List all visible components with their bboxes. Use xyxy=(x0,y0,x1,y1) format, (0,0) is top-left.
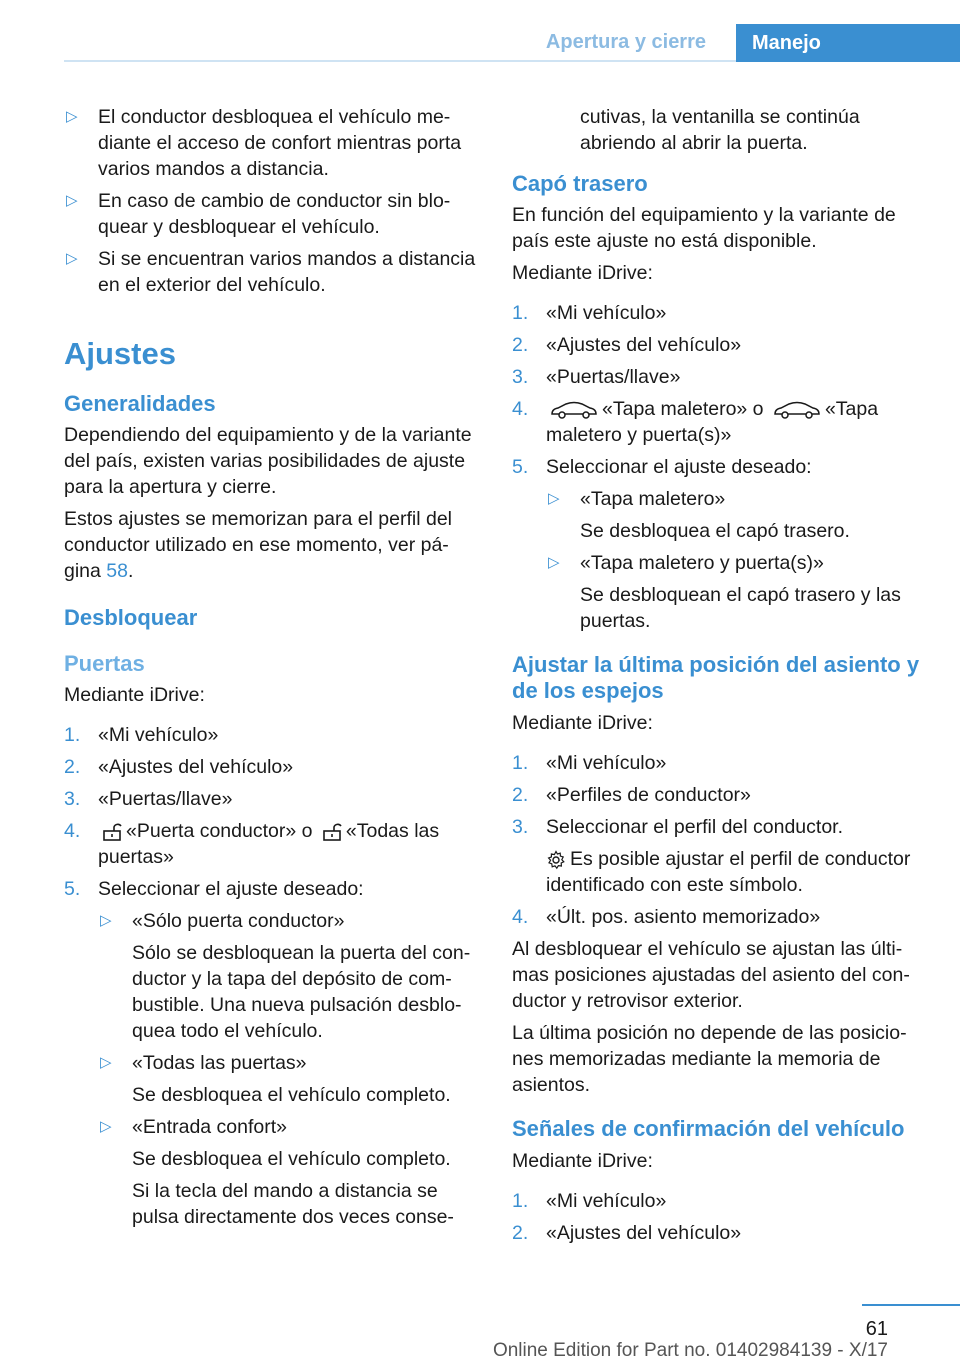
option-item: ▷ «Tapa maletero» xyxy=(548,488,726,510)
heading-ajustes: Ajustes xyxy=(64,336,176,371)
step-item: 5. Seleccionar el ajuste deseado: xyxy=(512,456,812,478)
right-column xyxy=(512,104,932,1252)
bullet-item: ▷ En caso de cambio de conductor sin blo-quear y desbloquear el vehículo. xyxy=(66,190,451,238)
paragraph: La última posición no depende de las posicio-nes memorizadas mediante la memoria de asientos. xyxy=(512,1022,907,1096)
option-desc: Se desbloquea el vehículo completo. xyxy=(132,1148,451,1170)
heading-puertas: Puertas xyxy=(64,651,145,676)
triangle-bullet-icon: ▷ xyxy=(66,108,78,125)
step-item: 1. «Mi vehículo» xyxy=(512,302,667,324)
paragraph: Mediante iDrive: xyxy=(512,262,653,284)
heading-capo-trasero: Capó trasero xyxy=(512,171,648,196)
unlock-icon xyxy=(322,822,342,842)
option-item: ▷ «Entrada confort» xyxy=(100,1116,288,1138)
triangle-bullet-icon: ▷ xyxy=(66,250,78,267)
page-link[interactable]: 58 xyxy=(106,560,128,582)
heading-senales: Señales de confirmación del vehículo xyxy=(512,1116,905,1141)
option-desc: Se desbloquea el capó trasero. xyxy=(580,520,850,542)
triangle-bullet-icon: ▷ xyxy=(66,192,78,209)
triangle-bullet-icon: ▷ xyxy=(100,1054,112,1071)
bullet-item: ▷ El conductor desbloquea el vehículo me-diante el acceso de confort mientras porta varios mandos a distancia. xyxy=(66,106,462,180)
triangle-bullet-icon: ▷ xyxy=(548,490,560,507)
option-desc: Si la tecla del mando a distancia se pulsa directamente dos veces conse- xyxy=(132,1180,454,1228)
step-item: 2. «Ajustes del vehículo» xyxy=(512,1222,742,1244)
step-item: 1. «Mi vehículo» xyxy=(512,752,667,774)
page-number: 61 xyxy=(865,1318,888,1340)
car-icon xyxy=(773,401,821,419)
paragraph: Dependiendo del equipamiento y de la variante del país, existen varias posibilidades de ajuste para la apertura y cierre. xyxy=(64,424,472,498)
continued-text: cutivas, la ventanilla se continúa abriendo al abrir la puerta. xyxy=(580,106,860,154)
step-item: 2. «Ajustes del vehículo» xyxy=(64,756,294,778)
footer-rule xyxy=(862,1304,960,1306)
option-item: ▷ «Tapa maletero y puerta(s)» xyxy=(548,552,824,574)
option-desc: Se desbloquean el capó trasero y las puertas. xyxy=(580,584,901,632)
option-desc: Se desbloquea el vehículo completo. xyxy=(132,1084,451,1106)
unlock-icon xyxy=(102,822,122,842)
heading-desbloquear: Desbloquear xyxy=(64,605,198,630)
option-item: ▷ «Todas las puertas» xyxy=(100,1052,307,1074)
step-item: 3. «Puertas/llave» xyxy=(512,366,681,388)
step-item: 1. «Mi vehículo» xyxy=(512,1190,667,1212)
triangle-bullet-icon: ▷ xyxy=(100,912,112,929)
paragraph: Mediante iDrive: xyxy=(512,1150,653,1172)
step-note: Es posible ajustar el perfil de conductor identificado con este símbolo. xyxy=(546,848,911,896)
header-active-tab[interactable]: Manejo xyxy=(736,24,960,62)
left-column xyxy=(64,104,480,1236)
option-item: ▷ «Sólo puerta conductor» xyxy=(100,910,345,932)
option-list xyxy=(64,908,480,1230)
header-section-tab[interactable]: Apertura y cierre xyxy=(545,31,706,53)
step-item: 4. «Puerta conductor» o «Todas las puertas» xyxy=(64,820,440,868)
bullet-item: ▷ Si se encuentran varios mandos a distancia en el exterior del vehículo. xyxy=(66,248,476,296)
paragraph: Mediante iDrive: xyxy=(64,684,205,706)
gear-icon xyxy=(546,850,566,870)
paragraph: En función del equipamiento y la variante de país este ajuste no está disponible. xyxy=(512,204,896,252)
option-desc: Sólo se desbloquean la puerta del con-ductor y la tapa del depósito de com-bustible. Una nueva pulsación desblo-quea todo el vehículo. xyxy=(132,942,471,1042)
triangle-bullet-icon: ▷ xyxy=(548,554,560,571)
option-list xyxy=(512,486,932,634)
heading-ajustar-posicion: Ajustar la última posición del asiento y de los espejos xyxy=(512,652,920,703)
step-item: 2. «Ajustes del vehículo» xyxy=(512,334,742,356)
edition-note: Online Edition for Part no. 01402984139 - X/17 xyxy=(492,1340,888,1361)
step-item: 5. Seleccionar el ajuste deseado: xyxy=(64,878,364,900)
step-item: 4. «Últ. pos. asiento memorizado» xyxy=(512,906,821,928)
paragraph: Mediante iDrive: xyxy=(512,712,653,734)
paragraph: Al desbloquear el vehículo se ajustan las últi-mas posiciones ajustadas del asiento del con-ductor y retrovisor exterior. xyxy=(512,938,910,1012)
step-item: 4. «Tapa maletero» o «Tapa maletero y puerta(s)» xyxy=(512,398,879,446)
step-item: 2. «Perfiles de conductor» xyxy=(512,784,751,806)
heading-generalidades: Generalidades xyxy=(64,391,216,416)
step-item: 3. «Puertas/llave» xyxy=(64,788,233,810)
car-icon xyxy=(550,401,598,419)
paragraph: Estos ajustes se memorizan para el perfil del conductor utilizado en ese momento, ver pá-gina 58. xyxy=(64,508,453,582)
step-item: 3. Seleccionar el perfil del conductor. xyxy=(512,816,844,838)
step-item: 1. «Mi vehículo» xyxy=(64,724,219,746)
triangle-bullet-icon: ▷ xyxy=(100,1118,112,1135)
